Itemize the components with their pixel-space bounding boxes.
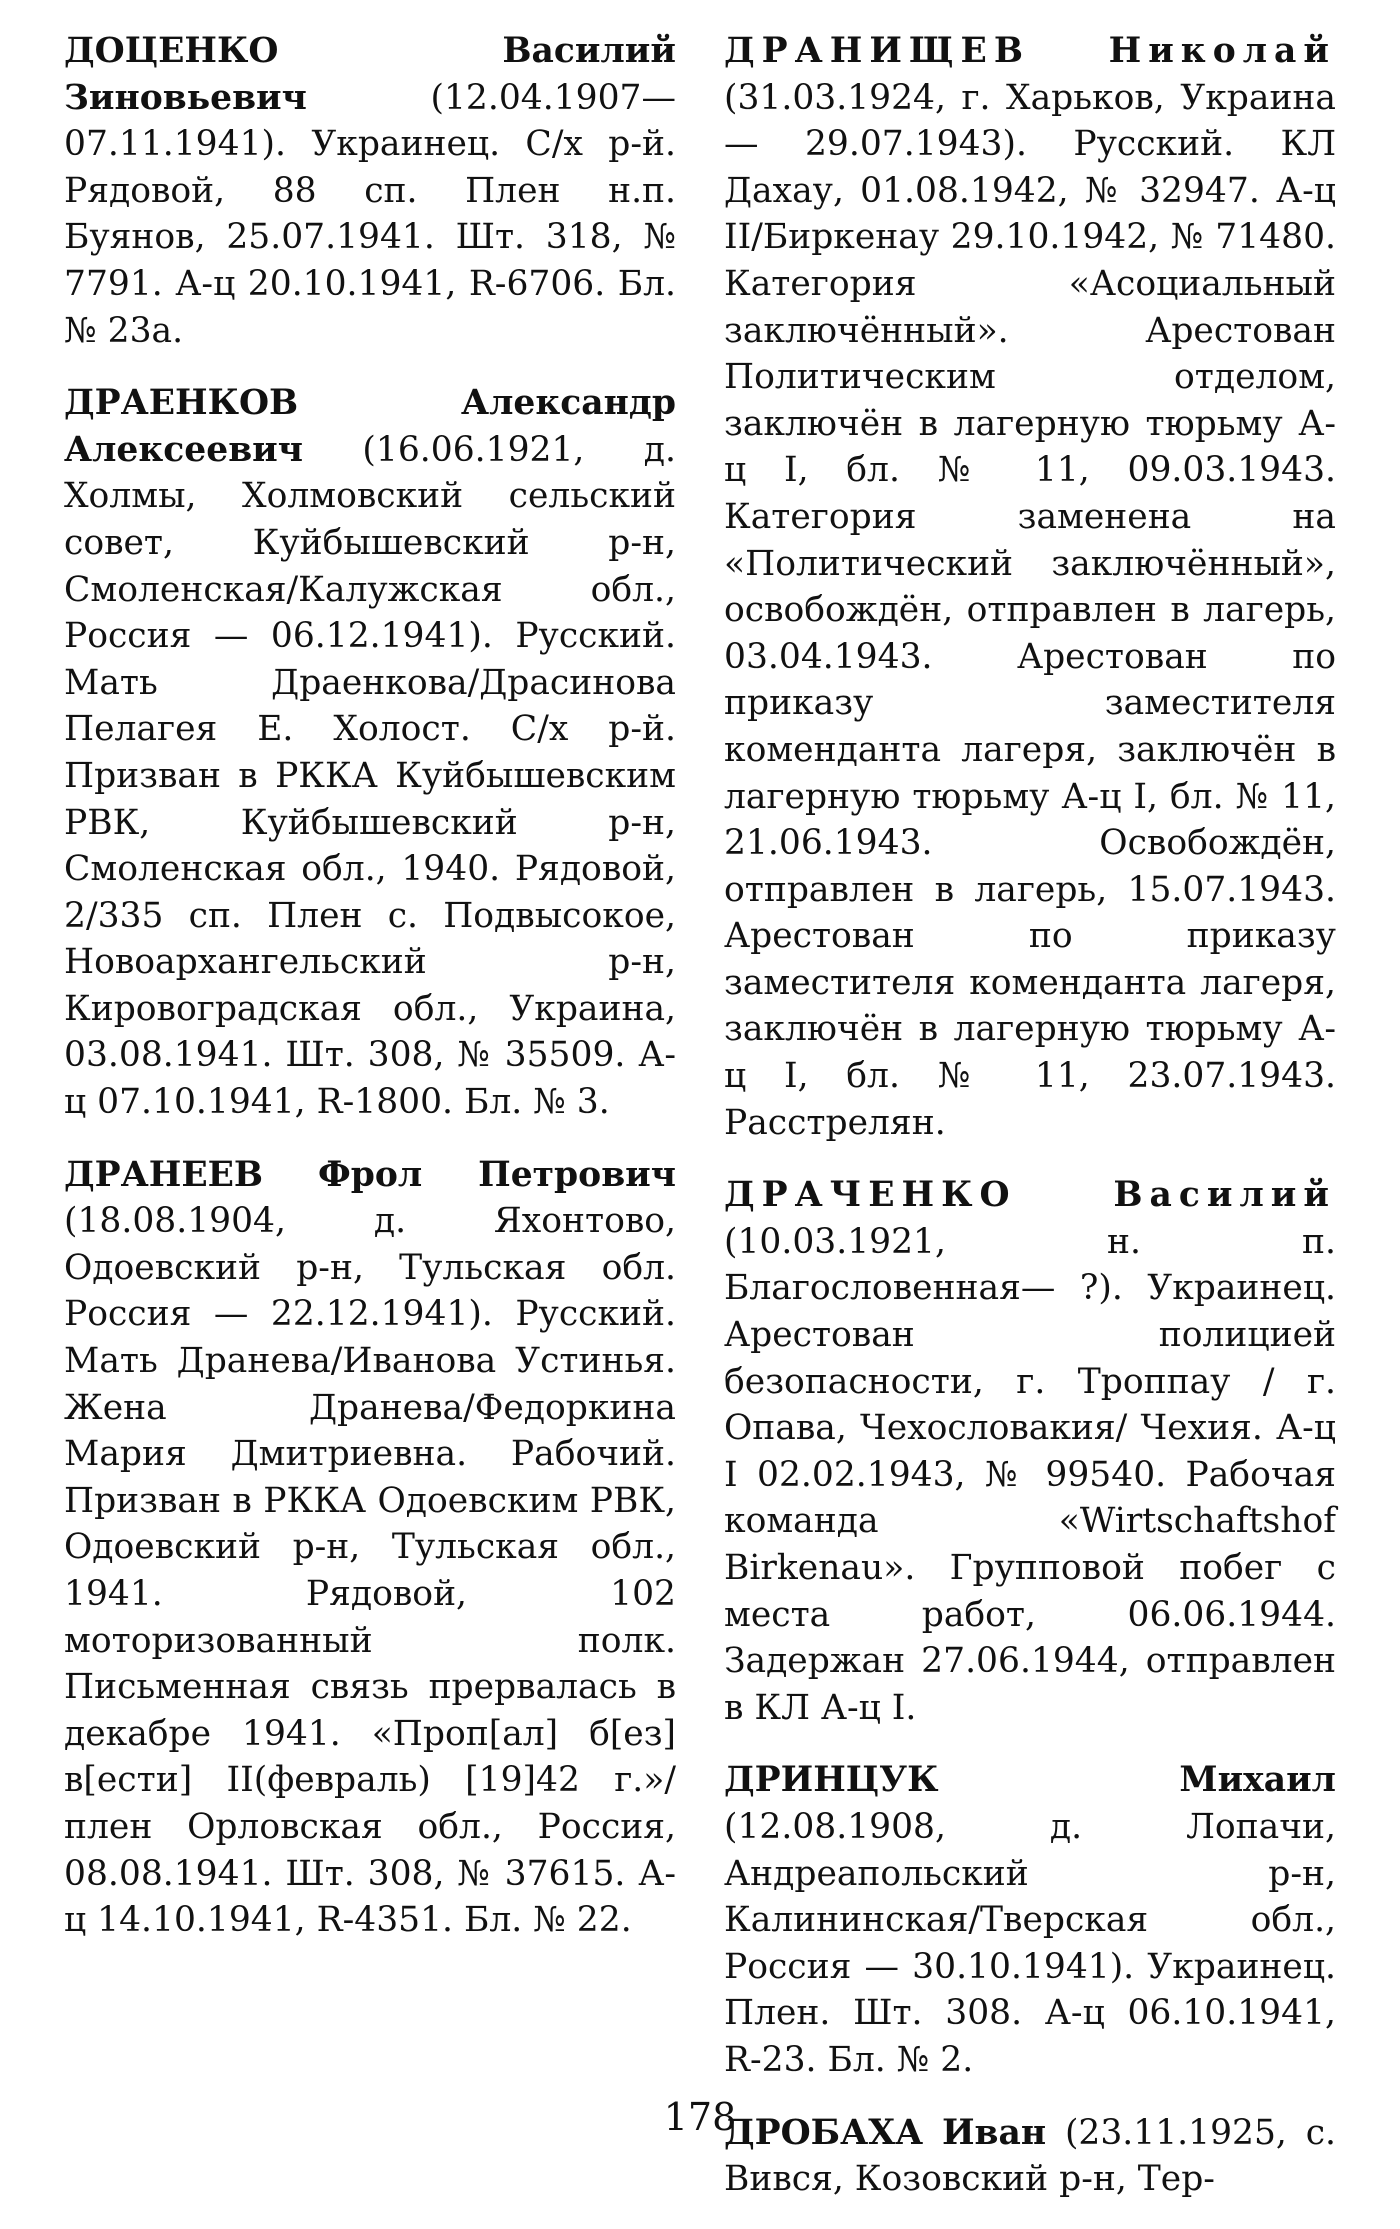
entry-surname: ДРАНЕЕВ <box>64 1154 264 1195</box>
entry-surname: ДРАЧЕНКО <box>724 1175 1017 1216</box>
entry-body: (31.03.1924, г. Харьков, Украина — 29.07.1943). Русский. КЛ Дахау, 01.08.1942, № 32947. А-ц II/Биркенау 29.10.1942, № 71480. Категория «Асоциальный заключённый». Арестован Политическим отделом, заключён в лагерную тюрьму А-ц I, бл. № 11, 09.03.1943. Категория заменена на «Политический заключённый», освобождён, отправлен в лагерь, 03.04.1943. Арестован по приказу заместителя коменданта лагеря, заключён в лагерную тюрьму А-ц I, бл. № 11, 21.06.1943. Освобождён, отправлен в лагерь, 15.07.1943. Арестован по приказу заместителя коменданта лагеря, заключён в лагерную тюрьму А-ц I, бл. № 11, 23.07.1943. Расстрелян. <box>724 77 1336 1143</box>
page-number: 178 <box>663 2095 737 2139</box>
entry-surname: ДРОБАХА <box>724 2112 924 2153</box>
entry-surname: ДРАНИЩЕВ <box>724 31 1030 71</box>
entry-body: (18.08.1904, д. Яхонтово, Одоевский р-н, Тульская обл. Россия — 22.12.1941). Русский. Мать Дранева/Иванова Устинья. Жена Дранева/Федоркина Мария Дмитриевна. Рабочий. Призван в РККА Одоевским РВК, Одоевский р-н, Тульская обл., 1941. Рядовой, 102 моторизованный полк. Письменная связь прервалась в декабре 1941. «Проп[ал] б[ез] в[ести] II(февраль) [19]42 г.»/ плен Орловская обл., Россия, 08.08.1941. Шт. 308, № 37615. А-ц 14.10.1941, R-4351. Бл. № 22. <box>64 1201 676 1941</box>
entry-surname: ДРИНЦУК <box>724 1760 939 1801</box>
entry-drachenko <box>724 1172 1336 1731</box>
entry-drintsuk <box>724 1757 1336 2083</box>
entry-given-name: Александр Алексеевич <box>64 383 676 470</box>
entry-body: (12.08.1908, д. Лопачи, Андреапольский р-н, Калининская/Тверская обл., Россия — 30.10.1941). Украинец. Плен. Шт. 308. А-ц 06.10.1941, R-23. Бл. № 2. <box>724 1806 1336 2080</box>
entry-draenkov <box>64 380 676 1126</box>
entry-given-name: Василий Зиновьевич <box>64 31 676 118</box>
entry-surname: ДОЦЕНКО <box>64 31 279 71</box>
entry-body: (23.11.1925, с. Вився, Козовский р-н, Тер- <box>724 2112 1336 2200</box>
entry-dranishchev <box>724 28 1336 1146</box>
entry-body: (16.06.1921, д. Холмы, Холмовский сельский совет, Куйбышевский р-н, Смоленская/Калужская обл., Россия — 06.12.1941). Русский. Мать Драенкова/Драсинова Пелагея Е. Холост. С/х р-й. Призван в РККА Куйбышевским РВК, Куйбышевский р-н, Смоленская обл., 1940. Рядовой, 2/335 сп. Плен с. Подвысокое, Новоархангельский р-н, Кировоградская обл., Украина, 03.08.1941. Шт. 308, № 35509. А-ц 07.10.1941, R-1800. Бл. № 3. <box>64 429 676 1123</box>
entry-given-name: Василий <box>1113 1175 1336 1216</box>
entry-body: (12.04.1907—07.11.1941). Украинец. С/х р-й. Рядовой, 88 сп. Плен н.п. Буянов, 25.07.1941. Шт. 318, № 7791. А-ц 20.10.1941, R-6706. Бл. № 23а. <box>64 77 676 351</box>
entry-given-name: Иван <box>941 2112 1047 2153</box>
left-column <box>64 28 676 1970</box>
right-column <box>724 28 1336 2229</box>
entry-dotsenko <box>64 28 676 354</box>
entry-surname: ДРАЕНКОВ <box>64 383 299 424</box>
entry-draneev <box>64 1152 676 1944</box>
entry-given-name: Михаил <box>1179 1760 1336 1801</box>
entry-body: (10.03.1921, н. п. Благословенная— ?). Украинец. Арестован полицией безопасности, г. Троппау / г. Опава, Чехословакия/ Чехия. А-ц I 02.02.1943, № 99540. Рабочая команда «Wirtschaftshof Birkenau». Групповой побег с места работ, 06.06.1944. Задержан 27.06.1944, отправлен в КЛ А-ц I. <box>724 1221 1336 1728</box>
entry-given-name: Фрол Петрович <box>318 1154 676 1195</box>
entry-given-name: Николай <box>1108 31 1336 71</box>
